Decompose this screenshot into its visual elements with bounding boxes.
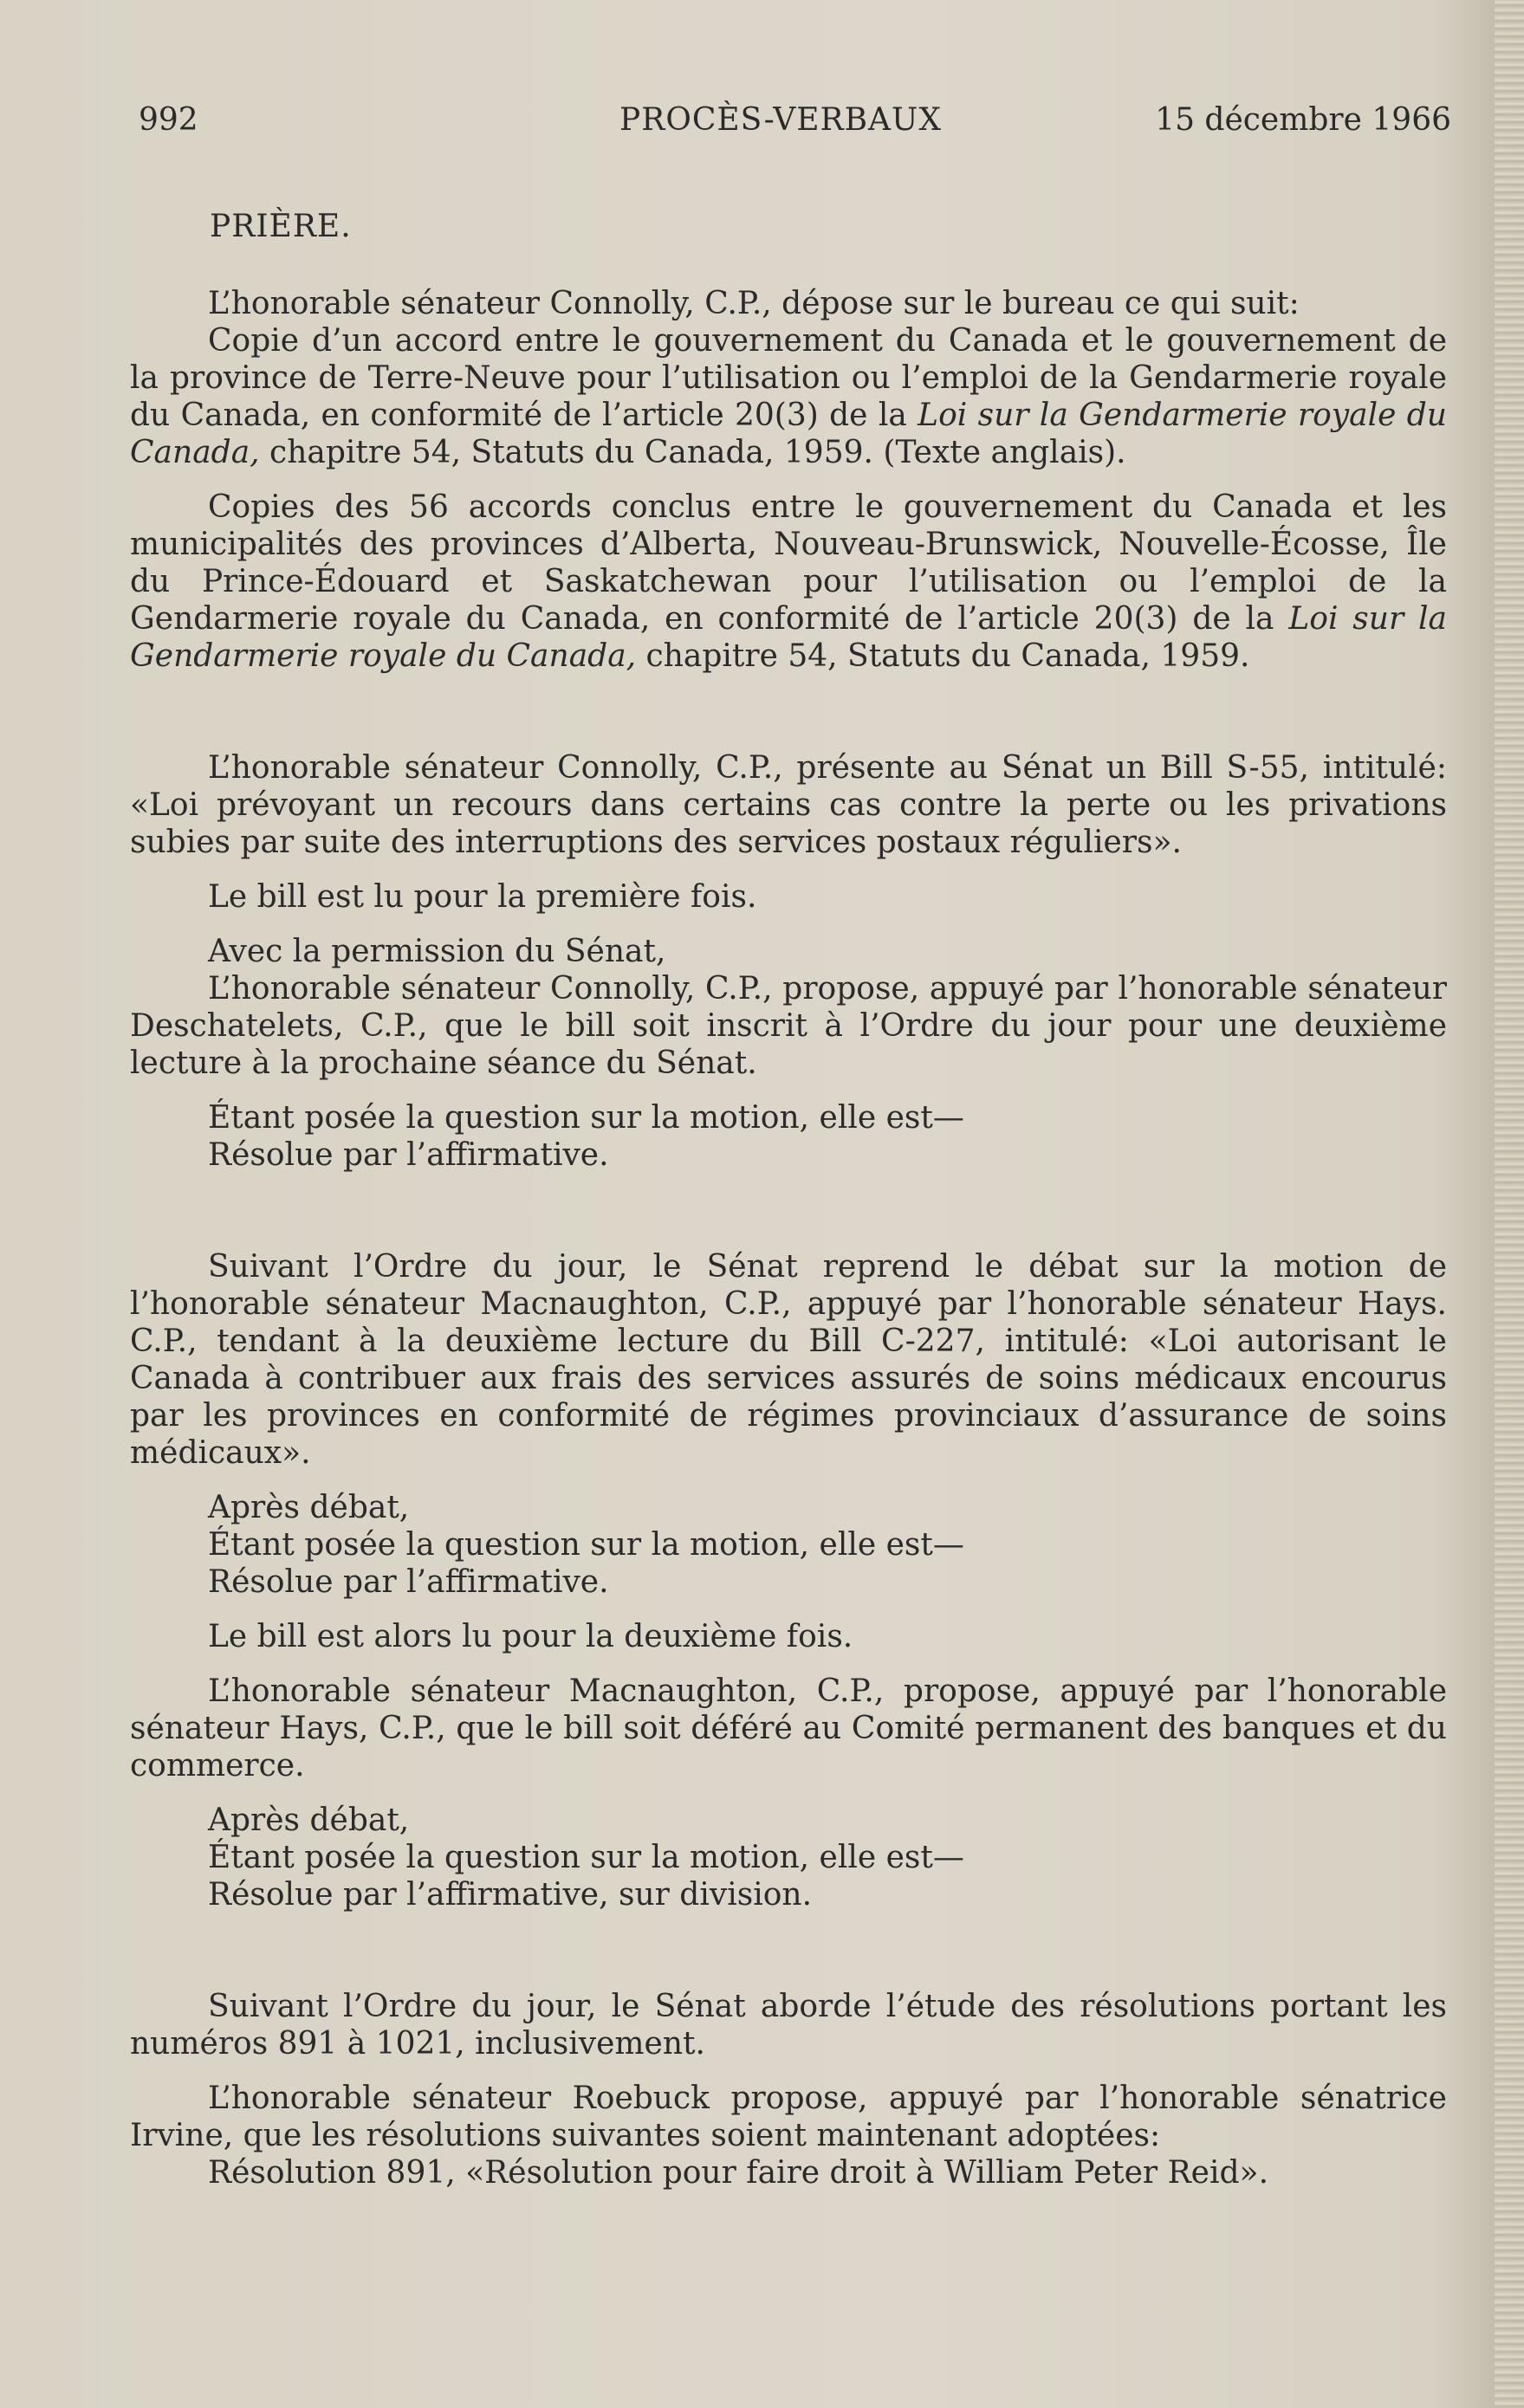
- line-question: Étant posée la question sur la motion, elle est—: [208, 1840, 964, 1875]
- line-permission: Avec la permission du Sénat,: [208, 934, 666, 969]
- text-segment: chapitre 54, Statuts du Canada, 1959.: [636, 638, 1250, 674]
- paragraph-motion-comite: L’honorable sénateur Macnaughton, C.P., propose, appuyé par l’honorable sénateur Hays, C.P., que le bill soit déféré au Comité permanent des banques et du commerce.: [130, 1673, 1447, 1783]
- paragraph-resolutions-study: Suivant l’Ordre du jour, le Sénat aborde l’étude des résolutions portant les numéros 891 à 1021, inclusivement.: [130, 1989, 1447, 2062]
- line-resolved: Résolue par l’affirmative.: [208, 1137, 609, 1173]
- paragraph-bill-s55: L’honorable sénateur Connolly, C.P., présente au Sénat un Bill S-55, intitulé: «Loi prévoyant un recours dans certains cas contre la perte ou les privations subies par suite des interruptions des services postaux réguliers».: [130, 750, 1447, 860]
- line-resolved-division: Résolue par l’affirmative, sur division.: [208, 1877, 813, 1913]
- line-resolved: Résolue par l’affirmative.: [208, 1564, 609, 1600]
- running-date: 15 décembre 1966: [1155, 102, 1451, 138]
- paragraph-accord-terre-neuve: [130, 322, 1447, 471]
- paragraph-motion-inscription: L’honorable sénateur Connolly, C.P., propose, appuyé par l’honorable sénateur Deschatelets, C.P., que le bill soit inscrit à l’Ordre du jour pour une deuxième lecture à la prochaine séance du Sénat.: [130, 971, 1447, 1081]
- law-title: Loi sur la Gendarmerie royale du Canada,: [130, 601, 1448, 674]
- section-heading: PRIÈRE.: [210, 209, 352, 244]
- page-number: 992: [139, 102, 198, 138]
- paragraph-motion-resolutions: L’honorable sénateur Roebuck propose, appuyé par l’honorable sénatrice Irvine, que les résolutions suivantes soient maintenant adoptées:: [130, 2081, 1447, 2153]
- line-question: Étant posée la question sur la motion, elle est—: [208, 1100, 964, 1136]
- text-segment: Copies des 56 accords conclus entre le gouvernement du Canada et les municipalités des provinces d’Alberta, Nouveau-Brunswick, Nouvelle-Écosse, Île du Prince-Édouard et Saskatchewan pour l’utilisation ou l’emploi de la Gendarmerie royale du Canada, en conformité de l’article 20(3) de la: [130, 489, 1447, 637]
- text-segment: Copie d’un accord entre le gouvernement du Canada et le gouvernement de la province de Terre-Neuve pour l’utilisation ou l’emploi de la Gendarmerie royale du Canada, en conformité de l’article 20(3) de la: [130, 323, 1447, 433]
- text-segment: chapitre 54, Statuts du Canada, 1959. (Texte anglais).: [259, 435, 1126, 470]
- paragraph-accords-municipalites: [130, 489, 1447, 675]
- line-question: Étant posée la question sur la motion, elle est—: [208, 1527, 964, 1563]
- paragraph-deposit: L’honorable sénateur Connolly, C.P., dépose sur le bureau ce qui suit:: [208, 286, 1300, 321]
- document-body: [130, 208, 1447, 2191]
- paragraph-first-reading: Le bill est lu pour la première fois.: [208, 879, 757, 915]
- page-edge: [1495, 0, 1524, 2408]
- line-apres-debat: Après débat,: [208, 1803, 410, 1838]
- running-title: PROCÈS-VERBAUX: [619, 102, 942, 138]
- page-header: [139, 102, 1451, 154]
- line-resolution-891: Résolution 891, «Résolution pour faire droit à William Peter Reid».: [208, 2155, 1269, 2191]
- paragraph-bill-c227: Suivant l’Ordre du jour, le Sénat reprend le débat sur la motion de l’honorable sénateur Macnaughton, C.P., appuyé par l’honorable sénateur Hays. C.P., tendant à la deuxième lecture du Bill C-227, intitulé: «Loi autorisant le Canada à contribuer aux frais des services assurés de soins médicaux encourus par les provinces en conformité de régimes provinciaux d’assurance de soins médicaux».: [130, 1249, 1447, 1471]
- paragraph-second-reading: Le bill est alors lu pour la deuxième fois.: [208, 1619, 853, 1654]
- law-title: Loi sur la Gendarmerie royale du Canada,: [130, 398, 1447, 470]
- line-apres-debat: Après débat,: [208, 1490, 410, 1525]
